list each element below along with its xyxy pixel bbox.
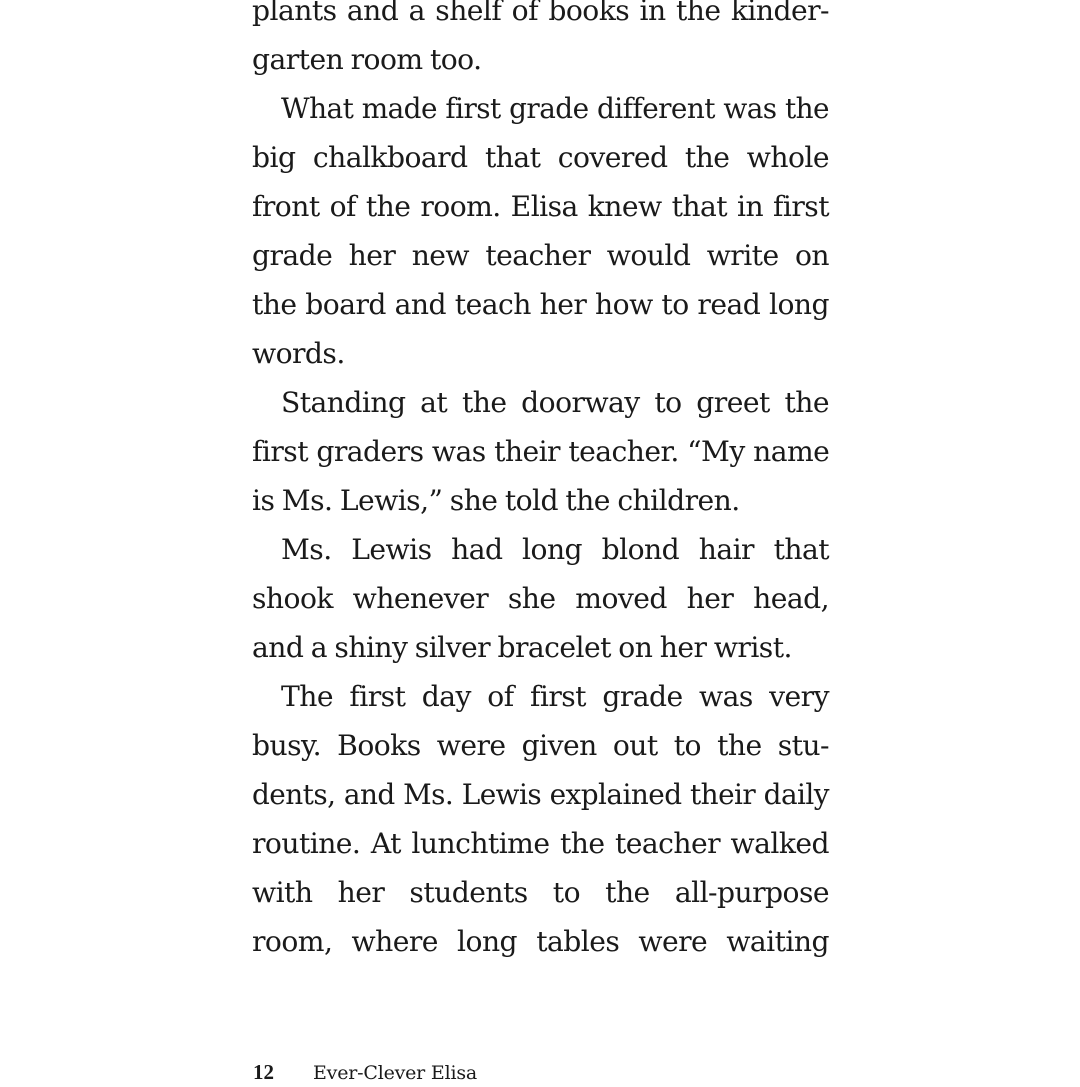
text-line: big chalkboard that covered the whole — [252, 141, 829, 174]
text-line: plants and a shelf of books in the kinder- — [252, 0, 829, 27]
text-line: dents, and Ms. Lewis explained their daily — [252, 778, 829, 811]
text-line: with her students to the all-purpose — [252, 876, 829, 909]
paragraph-start-line: Ms. Lewis had long blond hair that — [281, 533, 829, 566]
page-footer — [253, 1058, 477, 1086]
text-line: the board and teach her how to read long — [252, 288, 829, 321]
text-line: is Ms. Lewis,” she told the children. — [252, 484, 740, 517]
text-line: first graders was their teacher. “My name — [252, 435, 830, 468]
paragraph-start-line: What made first grade different was the — [281, 92, 829, 125]
body-text — [252, 0, 829, 966]
text-line: words. — [252, 337, 345, 370]
text-line: busy. Books were given out to the stu- — [252, 729, 829, 762]
paragraph-start-line: The first day of first grade was very — [281, 680, 829, 713]
text-line: front of the room. Elisa knew that in first — [252, 190, 829, 223]
text-line: routine. At lunchtime the teacher walked — [252, 827, 829, 860]
text-line: shook whenever she moved her head, — [252, 582, 829, 615]
text-line: room, where long tables were waiting — [252, 925, 829, 958]
text-line: garten room too. — [252, 43, 482, 76]
paragraph-start-line: Standing at the doorway to greet the — [281, 386, 829, 419]
text-line: and a shiny silver bracelet on her wrist. — [252, 631, 792, 664]
text-line: grade her new teacher would write on — [252, 239, 829, 272]
page-number: 12 — [253, 1060, 274, 1084]
running-title: Ever-Clever Elisa — [313, 1062, 478, 1084]
